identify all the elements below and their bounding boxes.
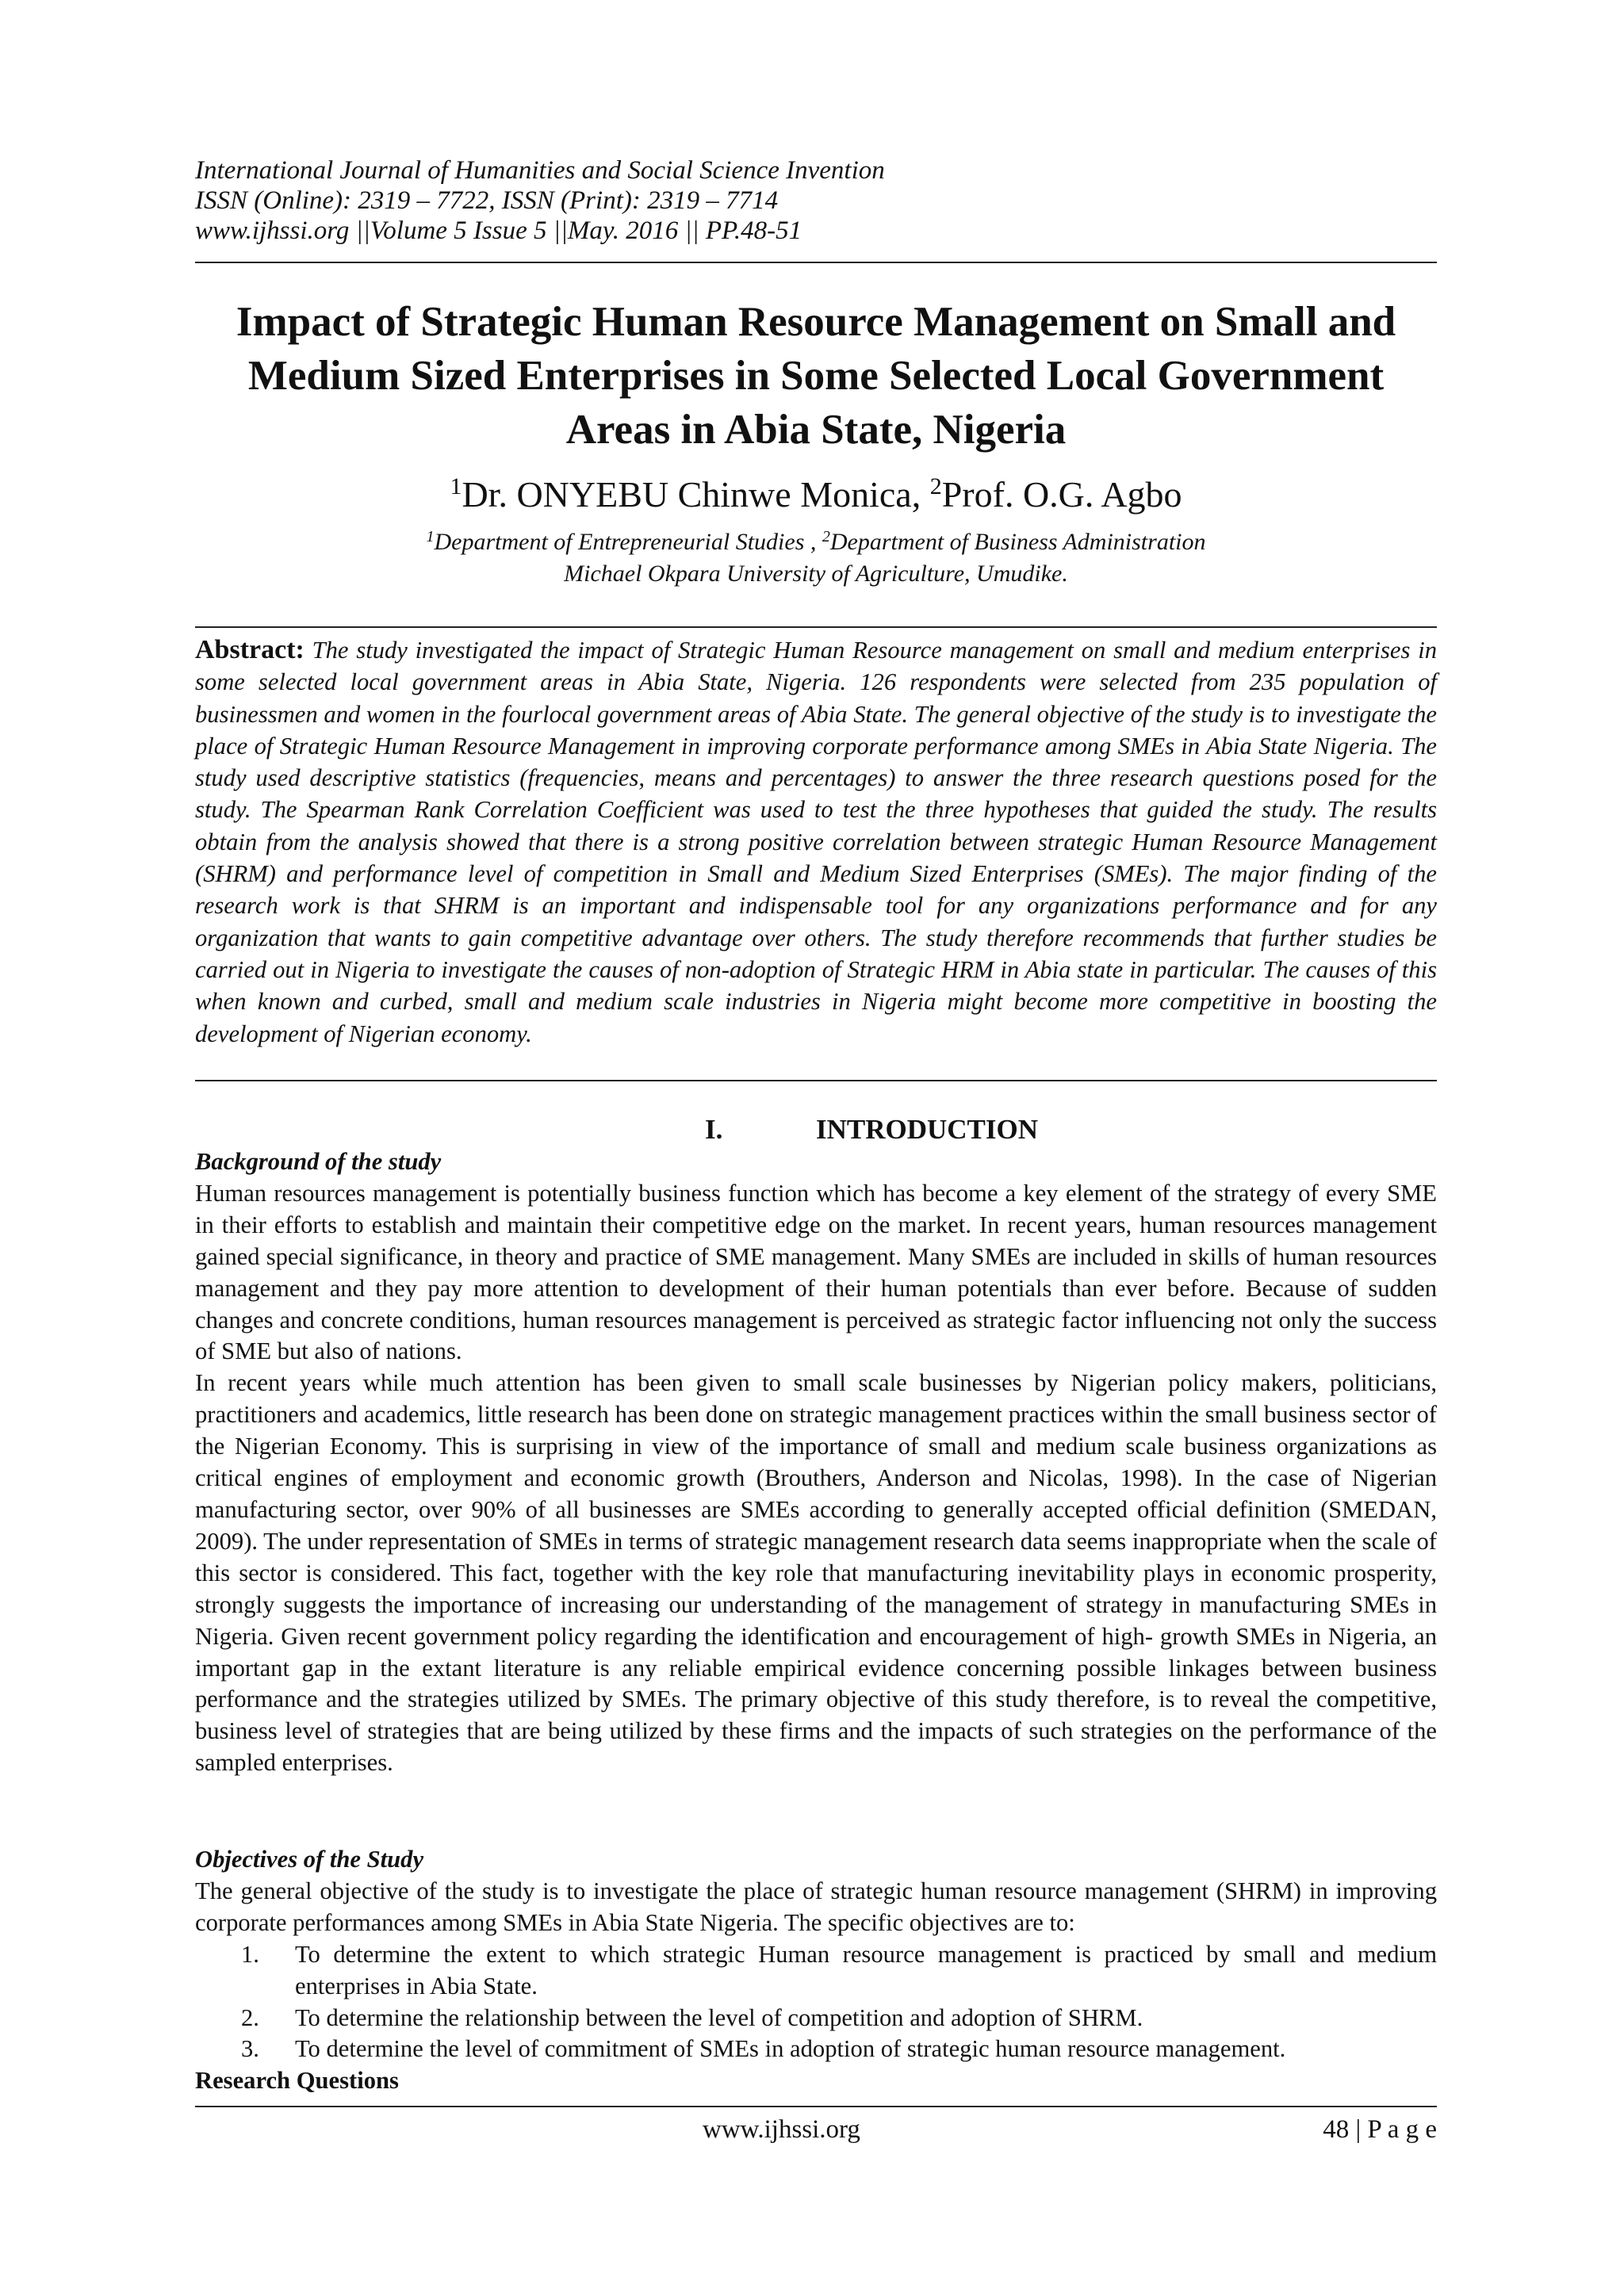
author-line — [195, 473, 1437, 517]
objectives-section — [195, 1844, 1437, 2097]
footer-site: www.ijhssi.org — [703, 2115, 860, 2144]
paper-title: Impact of Strategic Human Resource Management on Small and Medium Sized Enterprises in Some Selected Local Government Areas in Abia State, Nigeria — [236, 299, 1396, 453]
affiliation-line-1 — [195, 526, 1437, 558]
objectives-list — [195, 1939, 1437, 2066]
author-1-name: Dr. ONYEBU Chinwe Monica, — [462, 474, 930, 515]
section-number: I. — [704, 1114, 723, 1145]
footer-page-number: 48 | P a g e — [1323, 2115, 1437, 2144]
objective-text: To determine the level of commitment of SMEs in adoption of strategic human resource management. — [295, 2035, 1286, 2063]
objective-item — [195, 2034, 1437, 2065]
abstract — [195, 634, 1437, 1050]
author-2-name: Prof. O.G. Agbo — [941, 474, 1182, 515]
research-questions-heading: Research Questions — [195, 2067, 399, 2095]
abstract-bottom-rule — [195, 1080, 1437, 1081]
objective-number: 3. — [241, 2035, 259, 2063]
affiliation-1-sup: 1 — [426, 528, 435, 545]
header-rule — [195, 262, 1437, 263]
affiliation-1: Department of Entrepreneurial Studies , — [434, 529, 822, 555]
affiliation-2: Department of Business Administration — [829, 529, 1206, 555]
section-heading-introduction — [195, 1113, 1437, 1146]
objective-text: To determine the extent to which strategic Human resource management is practiced by small and medium enterprises in Abia State. — [295, 1940, 1437, 1999]
journal-issue-line: www.ijhssi.org ||Volume 5 Issue 5 ||May. 2016 || PP.48-51 — [195, 216, 802, 245]
objective-number: 2. — [241, 2003, 259, 2031]
objective-number: 1. — [241, 1940, 259, 1968]
objectives-heading: Objectives of the Study — [195, 1846, 424, 1873]
journal-name: International Journal of Humanities and Social Science Invention — [195, 156, 885, 185]
footer-rule — [195, 2106, 1437, 2107]
affiliation-line-2: Michael Okpara University of Agriculture, Umudike. — [564, 561, 1068, 587]
background-heading: Background of the study — [195, 1148, 442, 1175]
journal-header — [195, 155, 1437, 246]
abstract-label: Abstract: — [195, 635, 304, 664]
author-1-sup: 1 — [450, 473, 462, 499]
objective-item — [195, 1939, 1437, 2003]
journal-issn: ISSN (Online): 2319 – 7722, ISSN (Print): 2319 – 7714 — [195, 186, 779, 215]
objective-item — [195, 2003, 1437, 2034]
abstract-text: The study investigated the impact of Strategic Human Resource management on small and medium enterprises in some selected local government areas in Abia State, Nigeria. 126 respondents were selected from 235 population of businessmen and women in the fourlocal government areas of Abia State. The general objective of the study is to investigate the place of Strategic Human Resource Management in improving corporate performance among SMEs in Abia State Nigeria. The study used descriptive statistics (frequencies, means and percentages) to answer the three research questions posed for the study. The Spearman Rank Correlation Coefficient was used to test the three hypotheses that guided the study. The results obtain from the analysis showed that there is a strong positive correlation between strategic Human Resource Management (SHRM) and performance level of competition in Small and Medium Sized Enterprises (SMEs). The major finding of the research work is that SHRM is an important and indispensable tool for any organizations performance and for any organization that wants to gain competitive advantage over others. The study therefore recommends that further studies be carried out in Nigeria to investigate the causes of non-adoption of Strategic HRM in Abia state in particular. The causes of this when known and curbed, small and medium scale industries in Nigeria might become more competitive in boosting the development of Nigerian economy. — [195, 637, 1437, 1047]
affiliations — [195, 526, 1437, 590]
intro-paragraph-1: Human resources management is potentially business function which has become a key element of the strategy of every SME in their efforts to establish and maintain their competitive edge on the market. In recent years, human resources management gained special significance, in theory and practice of SME management. Many SMEs are included in skills of human resources management and they pay more attention to development of their human potentials than ever before. Because of sudden changes and concrete conditions, human resources management is perceived as strategic factor influencing not only the success of SME but also of nations. — [195, 1179, 1437, 1365]
introduction-body — [195, 1146, 1437, 1779]
author-2-sup: 2 — [929, 473, 942, 499]
abstract-top-rule — [195, 626, 1437, 628]
objectives-intro: The general objective of the study is to investigate the place of strategic human resource management (SHRM) in improving corporate performances among SMEs in Abia State Nigeria. The specific objectives are to: — [195, 1877, 1437, 1936]
intro-paragraph-2: In recent years while much attention has been given to small scale businesses by Nigerian policy makers, politicians, practitioners and academics, little research has been done on strategic management practices within the small business sector of the Nigerian Economy. This is surprising in view of the importance of small and medium scale business organizations as critical engines of employment and economic growth (Brouthers, Anderson and Nicolas, 1998). In the case of Nigerian manufacturing sector, over 90% of all businesses are SMEs according to generally accepted official definition (SMEDAN, 2009). The under representation of SMEs in terms of strategic management research data seems inappropriate when the scale of this sector is considered. This fact, together with the key role that manufacturing inevitability plays in economic prosperity, strongly suggests the importance of increasing our understanding of the management of strategy in manufacturing SMEs in Nigeria. Given recent government policy regarding the identification and encouragement of high- growth SMEs in Nigeria, an important gap in the extant literature is any reliable empirical evidence concerning possible linkages between business performance and the strategies utilized by SMEs. The primary objective of this study therefore, is to reveal the competitive, business level of strategies that are being utilized by these firms and the impacts of such strategies on the performance of the sampled enterprises. — [195, 1369, 1437, 1777]
affiliation-2-sup: 2 — [822, 528, 830, 545]
section-title: INTRODUCTION — [815, 1114, 1039, 1145]
objective-text: To determine the relationship between the level of competition and adoption of SHRM. — [295, 2003, 1143, 2031]
